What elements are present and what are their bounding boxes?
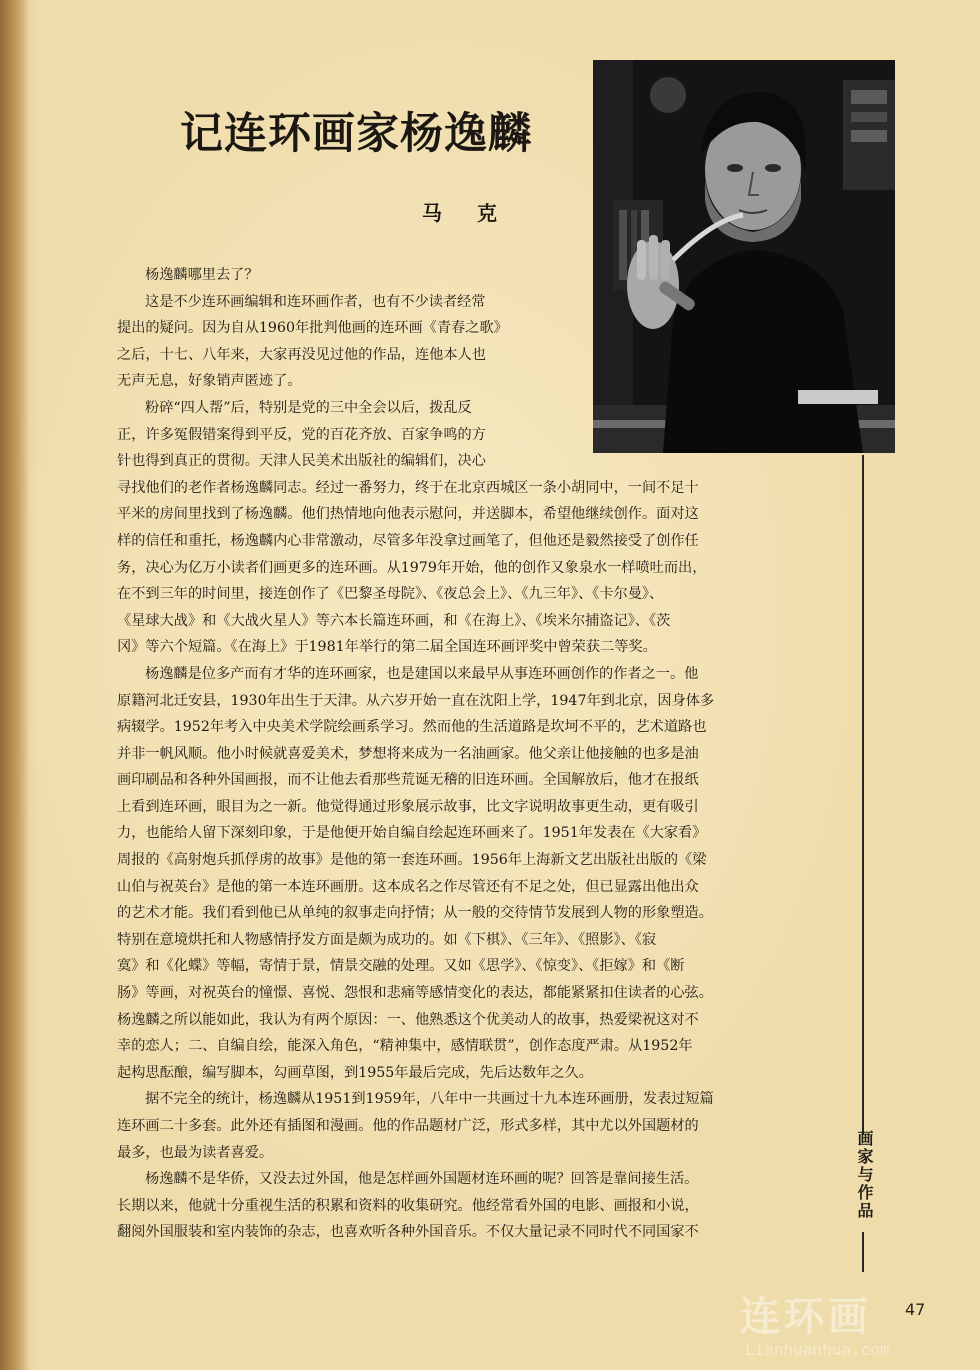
paragraph-line: 寞》和《化蝶》等幅，寄情于景，情景交融的处理。又如《思学》、《惊变》、《拒嫁》和《断	[117, 958, 685, 975]
paragraph-line: 平米的房间里找到了杨逸麟。他们热情地向他表示慰问，并送脚本，希望他继续创作。面对这	[117, 506, 699, 523]
vertical-rule-lower	[862, 1232, 864, 1272]
paragraph-line: 起构思酝酿，编写脚本，勾画草图，到1955年最后完成，先后达数年之久。	[117, 1064, 593, 1081]
paragraph-line: 翻阅外国服装和室内装饰的杂志，也喜欢听各种外国音乐。不仅大量记录不同时代不同国家不	[117, 1224, 699, 1241]
paragraph-line: 最多，也最为读者喜爱。	[117, 1144, 274, 1161]
paragraph-line: 之后，十七、八年来，大家再没见过他的作品，连他本人也	[117, 346, 486, 363]
paragraph-line: 样的信任和重托，杨逸麟内心非常激动，尽管多年没拿过画笔了，但他还是毅然接受了创作任	[117, 532, 699, 549]
paragraph-line: 正，许多冤假错案得到平反，党的百花齐放、百家争鸣的方	[117, 426, 486, 443]
article-title: 记连环画家杨逸麟	[180, 109, 532, 159]
paragraph-line: 提出的疑问。因为自从1960年批判他画的连环画《青春之歌》	[117, 320, 508, 337]
paragraph-line: 务，决心为亿万小读者们画更多的连环画。从1979年开始，他的创作又象泉水一样喷吐而出，	[117, 559, 707, 576]
paragraph-line: 连环画二十多套。此外还有插图和漫画。他的作品题材广泛，形式多样，其中尤以外国题材的	[117, 1118, 699, 1134]
paragraph-line: 上看到连环画，眼目为之一新。他觉得通过形象展示故事，比文字说明故事更生动，更有吸引	[117, 798, 699, 815]
paragraph-line: 的艺术才能。我们看到他已从单纯的叙事走向抒情；从一般的交待情节发展到人物的形象塑造。	[117, 905, 713, 922]
paragraph-line: 病辍学。1952年考入中央美术学院绘画系学习。然而他的生活道路是坎坷不平的，艺术道路也	[117, 719, 707, 736]
article-author: 马 克	[422, 201, 511, 225]
paragraph-line: 特别在意境烘托和人物感情抒发方面是颇为成功的。如《下棋》、《三年》、《照影》、《寂	[117, 931, 657, 948]
paragraph-line: 并非一帆风顺。他小时候就喜爱美术，梦想将来成为一名油画家。他父亲让他接触的也多是油	[117, 745, 699, 762]
paragraph-line: 杨逸麟哪里去了？	[145, 267, 259, 283]
article-body	[117, 262, 817, 1246]
paragraph-line: 在不到三年的时间里，接连创作了《巴黎圣母院》、《夜总会上》、《九三年》、《卡尔曼》、	[117, 586, 664, 603]
paragraph-line: 杨逸麟是位多产而有才华的连环画家，也是建国以来最早从事连环画创作的作者之一。他	[145, 665, 699, 682]
paragraph-line: 杨逸麟不是华侨，又没去过外国，他是怎样画外国题材连环画的呢？回答是靠间接生活。	[145, 1171, 699, 1188]
paragraph-line: 冈》等六个短篇。《在海上》于1981年举行的第二届全国连环画评奖中曾荣获二等奖。	[117, 639, 657, 656]
watermark-text: 连环画	[740, 1294, 872, 1340]
watermark-url: Lianhuanhua.com	[745, 1340, 890, 1359]
paragraph-line: 力，也能给人留下深刻印象，于是他便开始自编自绘起连环画来了。1951年发表在《大家看》	[117, 825, 707, 842]
column-label: 画家与作品	[855, 1130, 874, 1220]
paragraph-line: 寻找他们的老作者杨逸麟同志。经过一番努力，终于在北京西城区一条小胡同中，一间不足十	[117, 479, 699, 496]
paragraph-line: 这是不少连环画编辑和连环画作者，也有不少读者经常	[145, 293, 486, 310]
paragraph-line: 无声无息，好象销声匿迹了。	[117, 373, 302, 390]
paragraph-line: 杨逸麟之所以能如此，我认为有两个原因：一、他熟悉这个优美动人的故事，热爱梁祝这对不	[117, 1011, 699, 1028]
paragraph-line: 画印刷品和各种外国画报，而不让他去看那些荒诞无稽的旧连环画。全国解放后，他才在报纸	[117, 772, 699, 789]
paragraph-line: 肠》等画，对祝英台的憧憬、喜悦、怨恨和悲痛等感情变化的表达，都能紧紧扣住读者的心弦。	[117, 985, 713, 1002]
paragraph-line: 山伯与祝英台》是他的第一本连环画册。这本成名之作尽管还有不足之处，但已显露出他出众	[117, 878, 699, 895]
paragraph-line: 《星球大战》和《大战火星人》等六本长篇连环画，和《在海上》、《埃米尔捕盗记》、《茨	[117, 612, 671, 629]
paragraph-line: 原籍河北迁安县，1930年出生于天津。从六岁开始一直在沈阳上学，1947年到北京，因身体多	[117, 692, 715, 709]
paragraph-line: 据不完全的统计，杨逸麟从1951到1959年，八年中一共画过十九本连环画册，发表过短篇	[145, 1091, 714, 1108]
paragraph-line: 针也得到真正的贯彻。天津人民美术出版社的编辑们，决心	[117, 453, 486, 470]
paragraph-line: 幸的恋人；二、自编自绘，能深入角色，“精神集中，感情联贯”，创作态度严肃。从1952年	[117, 1038, 693, 1055]
paragraph-line: 粉碎“四人帮”后，特别是党的三中全会以后，拨乱反	[145, 399, 472, 416]
paragraph-line: 长期以来，他就十分重视生活的积累和资料的收集研究。他经常看外国的电影、画报和小说，	[117, 1197, 699, 1214]
vertical-rule	[862, 455, 864, 1135]
paragraph-line: 周报的《高射炮兵抓俘虏的故事》是他的第一套连环画。1956年上海新文艺出版社出版的《梁	[117, 852, 707, 869]
page-number: 47	[905, 1300, 926, 1319]
page-spine-shadow	[0, 0, 30, 1370]
